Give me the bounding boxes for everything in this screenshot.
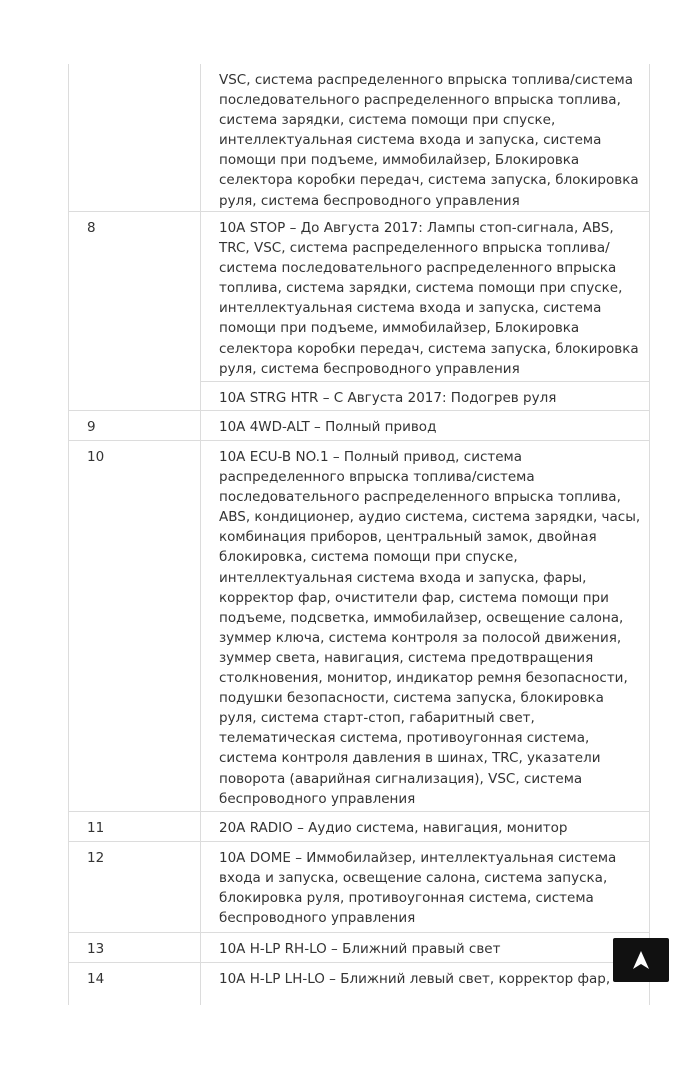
scroll-to-top-button[interactable] bbox=[613, 938, 669, 982]
table-row bbox=[69, 842, 649, 933]
table-row bbox=[69, 963, 649, 1005]
fuse-description-cell bbox=[201, 963, 649, 1005]
fuse-number bbox=[69, 64, 201, 211]
fuse-description-cell bbox=[201, 64, 649, 211]
fuse-description-cell bbox=[201, 411, 649, 440]
fuse-description: VSC, система распределенного впрыска топлива/система последовательного распределенного впрыска топлива, система зарядки, система помощи при спуске, интеллектуальная система входа и запуска, система помощи при подъеме, иммобилайзер, Блокировка селектора коробки передач, система запуска, блокировка руля, система беспроводного управления bbox=[219, 72, 639, 209]
fuse-description: 10A STRG HTR – С Августа 2017: Подогрев руля bbox=[201, 381, 649, 410]
table-row bbox=[69, 933, 649, 963]
fuse-description: 10A ECU-B NO.1 – Полный привод, система распределенного впрыска топлива/система последовательного распределенного впрыска топлива, ABS, кондиционер, аудио система, система зарядки, часы, комбинация приборов, центральный замок, двойная блокировка, система помощи при спуске, интеллектуальная система входа и запуска, фары, корректор фар, очистители фар, система помощи при подъеме, подсветка, иммобилайзер, освещение салона, зуммер ключа, система контроля за полосой движения, зуммер света, навигация, система предотвращения столкновения, монитор, индикатор ремня безопасности, подушки безопасности, система запуска, блокировка руля, система старт-стоп, габаритный свет, телематическая система, противоугонная система, система контроля давления в шинах, TRC, указатели поворота (аварийная сигнализация), VSC, система беспроводного управления bbox=[219, 449, 641, 807]
fuse-number: 10 bbox=[69, 441, 201, 811]
fuse-description: 10A H-LP LH-LO – Ближний левый свет, корректор фар, bbox=[219, 971, 611, 987]
table-row bbox=[69, 64, 649, 212]
fuse-description-cell bbox=[201, 441, 649, 811]
fuse-number: 13 bbox=[69, 933, 201, 962]
fuse-description-cell bbox=[201, 933, 649, 962]
fuse-description: 10A 4WD-ALT – Полный привод bbox=[219, 419, 437, 435]
fuse-description-cell bbox=[201, 812, 649, 841]
fuse-description: 10A STOP – До Августа 2017: Лампы стоп-сигнала, ABS, TRC, VSC, система распределенного впрыска топлива/система последовательного распределенного впрыска топлива, система зарядки, система помощи при спуске, интеллектуальная система входа и запуска, система помощи при подъеме, иммобилайзер, Блокировка селектора коробки передач, система запуска, блокировка руля, система беспроводного управления bbox=[219, 220, 639, 377]
arrow-up-icon bbox=[633, 951, 649, 969]
fuse-table bbox=[68, 64, 650, 1005]
fuse-description-cell bbox=[201, 842, 649, 932]
table-row bbox=[69, 411, 649, 441]
fuse-number: 14 bbox=[69, 963, 201, 1005]
table-row bbox=[69, 212, 649, 411]
fuse-number: 8 bbox=[69, 212, 201, 410]
fuse-number: 9 bbox=[69, 411, 201, 440]
fuse-description: 10A H-LP RH-LO – Ближний правый свет bbox=[219, 941, 501, 957]
table-row bbox=[69, 441, 649, 812]
fuse-number: 12 bbox=[69, 842, 201, 932]
fuse-description: 20A RADIO – Аудио система, навигация, монитор bbox=[219, 820, 568, 836]
fuse-description: 10A DOME – Иммобилайзер, интеллектуальная система входа и запуска, освещение салона, система запуска, блокировка руля, противоугонная система, система беспроводного управления bbox=[219, 850, 617, 927]
table-row bbox=[69, 812, 649, 842]
fuse-description-cell bbox=[201, 212, 649, 410]
fuse-number: 11 bbox=[69, 812, 201, 841]
